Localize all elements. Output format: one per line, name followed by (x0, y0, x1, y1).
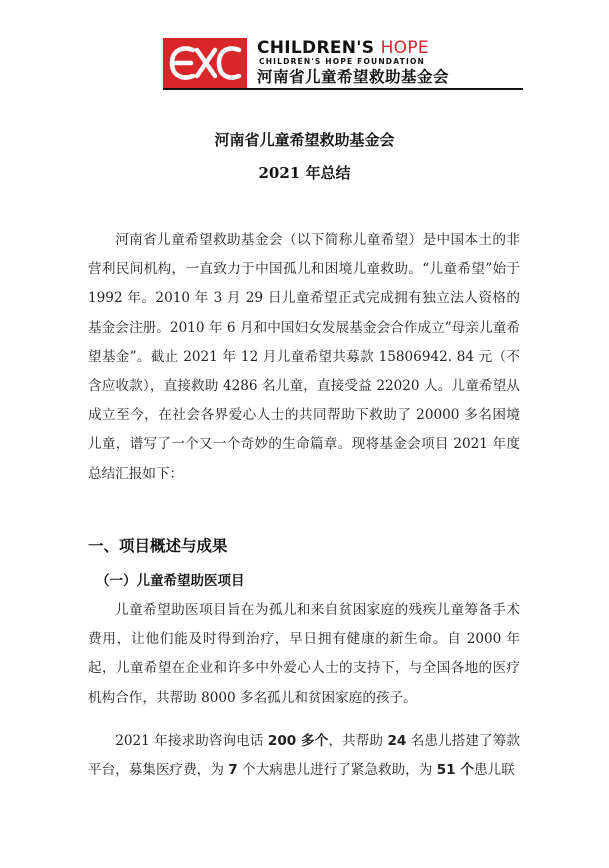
results-figure: 24 (387, 733, 407, 749)
brand-english-hope: HOPE (380, 38, 429, 58)
document-title: 河南省儿童希望救助基金会 (214, 131, 395, 149)
brand-text (257, 39, 527, 87)
letterhead (163, 38, 523, 90)
header-divider (163, 88, 523, 90)
subsection-heading: （一）儿童希望助医项目 (96, 573, 245, 589)
intro-paragraph: 河南省儿童希望救助基金会（以下简称儿童希望）是中国本土的非营利民间机构，一直致力于中国孤儿和困境儿童救助。“儿童希望”始于 1992 年。2010 年 3 月 29 日儿童希望正式完成拥有独立法人资格的基金会注册。2010 年 6 月和中国妇女发展基金会合作成立”母亲儿童希望基金”。截止 2021 年 12 月儿童希望共募款 15806942. 84 元（不含应收款），直接救助 4286 名儿童，直接受益 22020 人。儿童希望从成立至今，在社会各界爱心人士的共同帮助下救助了 20000 多名困境儿童，谱写了一个又一个奇妙的生命篇章。现将基金会项目 2021 年度总结汇报如下： (88, 232, 520, 482)
section-heading: 一、项目概述与成果 (88, 537, 228, 555)
results-text: ，共帮助 (328, 733, 388, 749)
brand-english-subtitle: CHILDREN'S HOPE FOUNDATION (259, 57, 426, 66)
results-paragraph (88, 727, 520, 785)
document-subtitle: 2021 年总结 (258, 164, 351, 182)
results-text: 患儿联 (473, 762, 515, 779)
foundation-logo (163, 38, 247, 88)
brand-english-name (257, 39, 527, 57)
results-text: 个大病患儿进行了紧急救助，为 (237, 762, 437, 779)
brand-chinese-name: 河南省儿童希望救助基金会 (257, 68, 450, 86)
brand-english-prefix: CHILDREN'S (257, 38, 381, 58)
results-figure: 7 (228, 762, 238, 779)
results-figure: 51 个 (436, 762, 474, 779)
results-text: 名患儿搭建了筹款平台，募集医疗费，为 (88, 733, 520, 779)
results-text: 2021 年接求助咨询电话 (115, 733, 268, 749)
medical-project-paragraph: 儿童希望助医项目旨在为孤儿和来自贫困家庭的残疾儿童筹备手术费用，让他们能及时得到治疗，早日拥有健康的新生命。自 2000 年起，儿童希望在企业和许多中外爱心人士的支持下，与全国各地的医疗机构合作，共帮助 8000 多名孤儿和贫困家庭的孩子。 (88, 602, 520, 706)
ec-logo-icon (163, 38, 247, 88)
results-figure: 200 多个 (267, 733, 329, 749)
